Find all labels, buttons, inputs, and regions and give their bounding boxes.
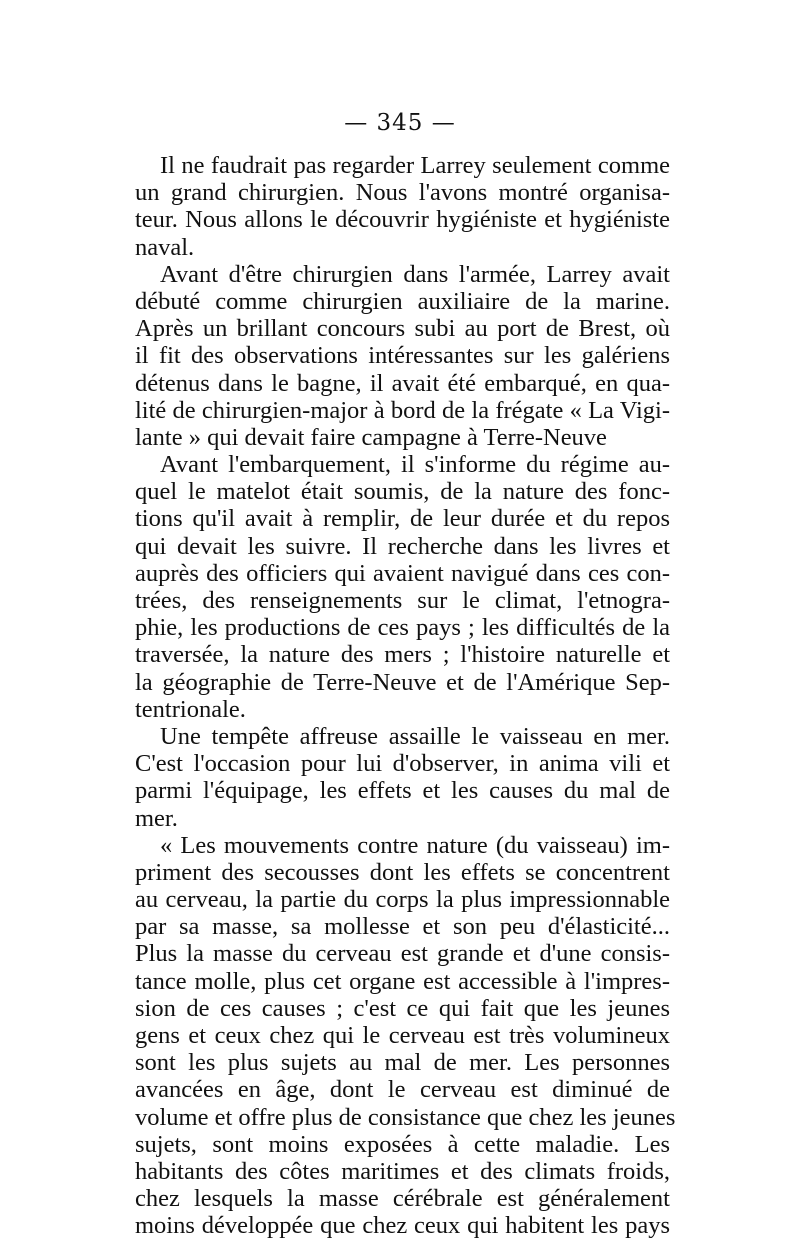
text-line: lante » qui devait faire campagne à Terre-Neuve <box>135 423 607 451</box>
text-line: il fit des observations intéressantes sur les galériens <box>135 342 670 370</box>
text-line: qui devait les suivre. Il recherche dans les livres et <box>135 532 670 560</box>
text-line: lité de chirurgien-major à bord de la frégate « La Vigi- <box>135 396 670 424</box>
text-line: tentrionale. <box>135 695 246 723</box>
text-line: phie, les productions de ces pays ; les difficultés de la <box>135 614 670 642</box>
page-number: — 345 — <box>344 110 456 136</box>
text-line: parmi l'équipage, les effets et les causes du mal de <box>135 777 670 805</box>
text-line: Après un brillant concours subi au port de Brest, où <box>135 315 670 343</box>
text-line: par sa masse, sa mollesse et son peu d'élasticité... <box>135 913 670 941</box>
body-text <box>135 152 676 1240</box>
text-line: naval. <box>135 233 195 261</box>
text-line: un grand chirurgien. Nous l'avons montré organisa- <box>135 179 670 207</box>
text-line: « Les mouvements contre nature (du vaisseau) im- <box>160 831 670 859</box>
text-line: détenus dans le bagne, il avait été embarqué, en qua- <box>135 369 670 397</box>
text-line: tance molle, plus cet organe est accessible à l'impres- <box>135 967 670 995</box>
text-line: moins développée que chez ceux qui habitent les pays <box>135 1212 670 1240</box>
text-line: habitants des côtes maritimes et des climats froids, <box>135 1157 670 1185</box>
text-line: Plus la masse du cerveau est grande et d'une consis- <box>135 940 670 968</box>
text-line: sujets, sont moins exposées à cette maladie. Les <box>135 1130 670 1158</box>
text-line: avancées en âge, dont le cerveau est diminué de <box>135 1076 670 1104</box>
text-line: au cerveau, la partie du corps la plus impressionnable <box>135 886 670 914</box>
text-line: tions qu'il avait à remplir, de leur durée et du repos <box>135 505 670 533</box>
text-line: débuté comme chirurgien auxiliaire de la marine. <box>135 287 670 315</box>
text-line: gens et ceux chez qui le cerveau est très volumineux <box>135 1022 670 1049</box>
text-line: Une tempête affreuse assaille le vaisseau en mer. <box>160 722 670 750</box>
text-line: la géographie de Terre-Neuve et de l'Amérique Sep- <box>135 668 670 696</box>
text-line: Il ne faudrait pas regarder Larrey seulement comme <box>160 152 670 179</box>
text-line: quel le matelot était soumis, de la nature des fonc- <box>135 478 670 506</box>
text-line: priment des secousses dont les effets se concentrent <box>135 858 670 886</box>
text-line: chez lesquels la masse cérébrale est généralement <box>135 1185 670 1213</box>
text-line: volume et offre plus de consistance que chez les jeunes <box>135 1103 676 1131</box>
text-line: sion de ces causes ; c'est ce qui fait que les jeunes <box>135 994 670 1022</box>
text-line: C'est l'occasion pour lui d'observer, in anima vili et <box>135 750 670 778</box>
text-line: traversée, la nature des mers ; l'histoire naturelle et <box>135 641 670 669</box>
text-line: Avant d'être chirurgien dans l'armée, Larrey avait <box>160 260 670 288</box>
text-line: sont les plus sujets au mal de mer. Les personnes <box>135 1049 670 1077</box>
text-line: teur. Nous allons le découvrir hygiéniste et hygiéniste <box>135 206 670 234</box>
text-line: Avant l'embarquement, il s'informe du régime au- <box>160 451 670 479</box>
text-line: auprès des officiers qui avaient navigué dans ces con- <box>135 559 670 587</box>
text-line: trées, des renseignements sur le climat, l'etnogra- <box>135 587 670 614</box>
text-line: mer. <box>135 804 178 832</box>
